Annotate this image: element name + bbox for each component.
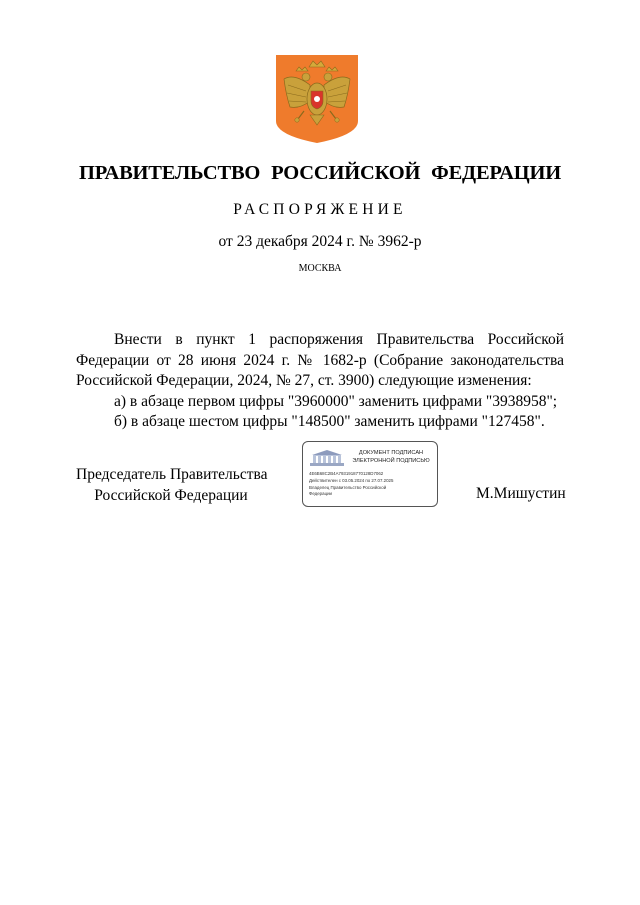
stamp-certificate: 4E6B68C2B4A7931918770128D7062	[309, 471, 384, 476]
stamp-heading	[347, 450, 435, 465]
electronic-signature-stamp	[302, 441, 438, 507]
main-paragraph: Внести в пункт 1 распоряжения Правительства Российской Федерации от 28 июня 2024 г. № 1682-р (Собрание законодательства Российской Федерации, 2024, № 27, ст. 3900) следующие изменения:	[76, 331, 564, 389]
stamp-validity: Действителен с 03.05.2024 по 27.07.2025	[309, 478, 394, 483]
government-building-icon	[309, 449, 345, 467]
item-b: б) в абзаце шестом цифры "148500" заменить цифрами "127458".	[114, 413, 545, 430]
document-body	[76, 330, 564, 433]
item-a: а) в абзаце первом цифры "3960000" заменить цифрами "3938958";	[114, 392, 558, 410]
stamp-owner-line1: Владелец Правительство Российской	[309, 485, 387, 490]
coat-of-arms-emblem	[276, 55, 358, 143]
document-date-number: от 23 декабря 2024 г. № 3962-р	[218, 233, 422, 250]
signatory-title-line2: Российской Федерации	[94, 486, 248, 504]
city-label: МОСКВА	[298, 263, 342, 274]
signatory-title	[76, 465, 266, 506]
signatory-title-line1: Председатель Правительства	[76, 466, 268, 483]
stamp-owner-line2: Федерации	[309, 490, 332, 496]
stamp-heading-line1: ДОКУМЕНТ ПОДПИСАН	[358, 450, 424, 456]
organization-title: ПРАВИТЕЛЬСТВО РОССИЙСКОЙ ФЕДЕРАЦИИ	[79, 162, 561, 184]
signatory-name: М.Мишустин	[476, 485, 566, 502]
stamp-heading-line2: ЭЛЕКТРОННОЙ ПОДПИСЬЮ	[352, 457, 430, 464]
document-type: РАСПОРЯЖЕНИЕ	[233, 201, 407, 218]
